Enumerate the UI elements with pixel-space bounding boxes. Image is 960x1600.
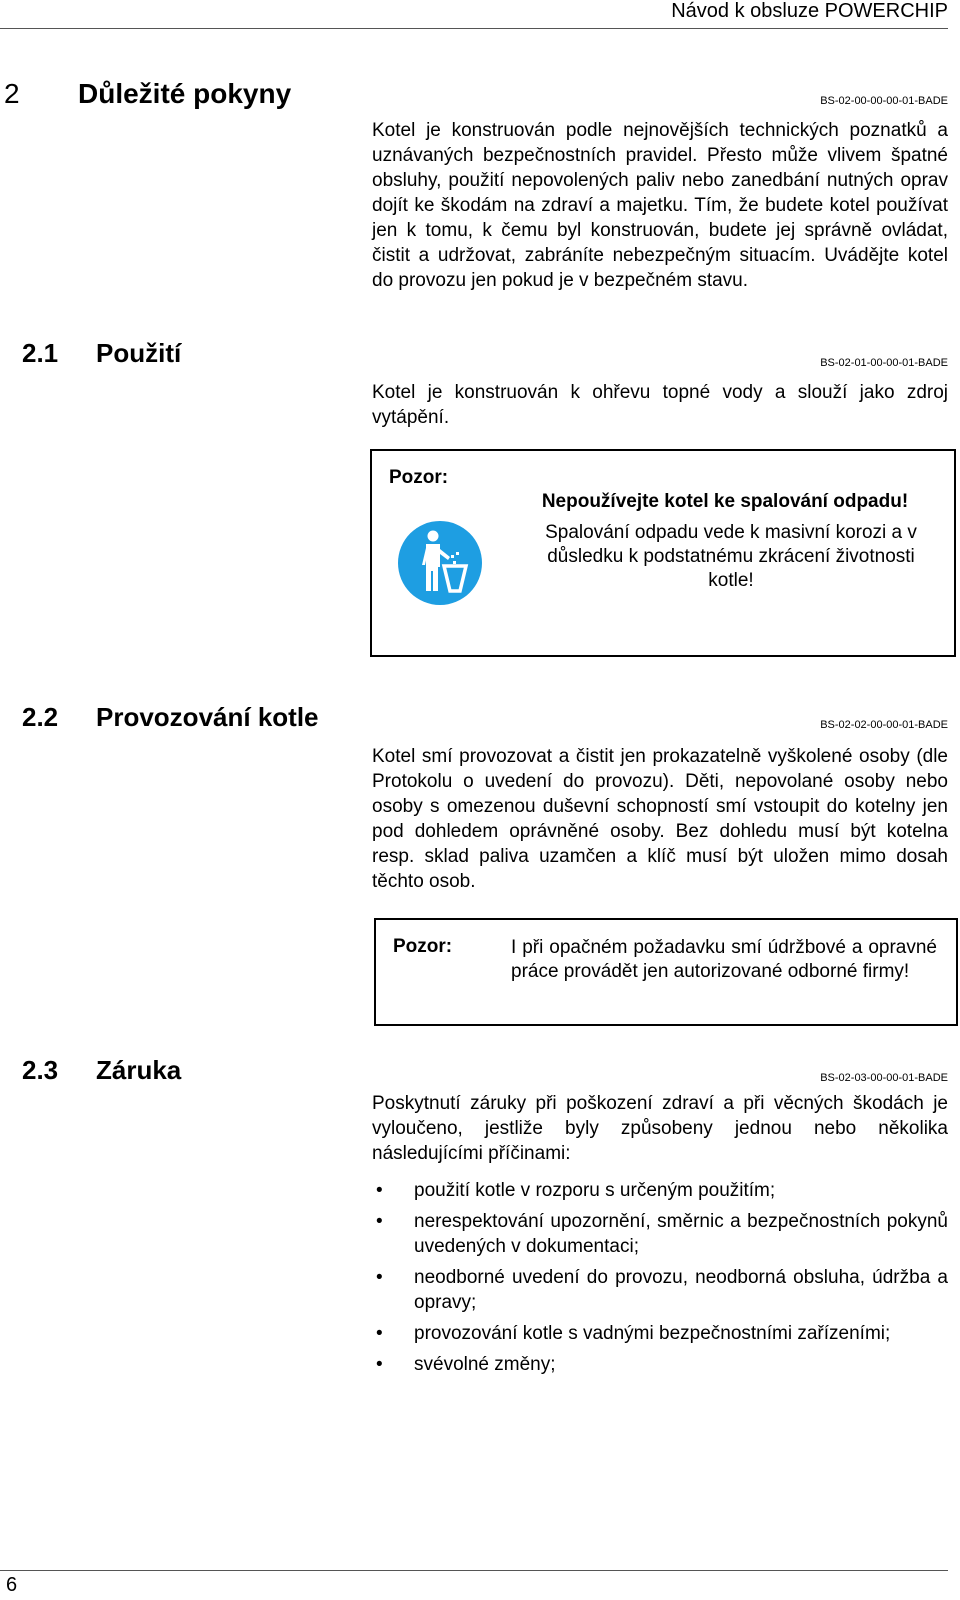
section-title: Důležité pokyny — [78, 78, 292, 109]
list-item: • svévolné změny; — [372, 1352, 948, 1377]
warning-text: Spalování odpadu vede k masivní korozi a v důsledku k podstatnému zkrácení životnosti kotle! — [545, 522, 917, 591]
section-code: BS-02-01-00-00-01-BADE — [820, 357, 948, 369]
warranty-exclusion-list — [372, 1178, 948, 1383]
page-number: 6 — [6, 1574, 18, 1596]
warning-box — [374, 918, 958, 1026]
section-number: 2 — [4, 78, 20, 109]
section-number: 2.3 — [22, 1055, 59, 1085]
warning-title: Nepoužívejte kotel ke spalování odpadu! — [541, 491, 909, 512]
section-paragraph: Poskytnutí záruky při poškození zdraví a při věcných škodách je vyloučeno, jestliže byly způsobeny jednou nebo několika následujícími příčinami: — [372, 1093, 948, 1164]
trash-bin-icon — [398, 521, 482, 605]
section-code: BS-02-00-00-00-01-BADE — [820, 95, 948, 107]
warning-text: I při opačném požadavku smí údržbové a opravné práce provádět jen autorizované odborné firmy! — [511, 937, 937, 982]
list-item: • neodborné uvedení do provozu, neodborná obsluha, údržba a opravy; — [372, 1265, 948, 1315]
document-header: Návod k obsluze POWERCHIP — [671, 0, 948, 22]
section-paragraph: Kotel je konstruován k ohřevu topné vody a slouží jako zdroj vytápění. — [372, 382, 948, 428]
section-number: 2.1 — [22, 338, 59, 368]
section-paragraph: Kotel smí provozovat a čistit jen prokazatelně vyškolené osoby (dle Protokolu o uvedení do provozu). Děti, nepovolané osoby nebo osoby s omezenou duševní schopností smí vstoupit do kotelny jen pod dohledem oprávněné osoby. Bez dohledu musí být kotelna resp. sklad paliva uzamčen a klíč musí být uložen mimo dosah těchto osob. — [372, 746, 948, 892]
list-item: • nerespektování upozornění, směrnic a bezpečnostních pokynů uvedených v dokumentaci; — [372, 1209, 948, 1259]
section-title: Provozování kotle — [96, 702, 319, 732]
section-code: BS-02-03-00-00-01-BADE — [820, 1072, 948, 1084]
warning-box — [370, 449, 956, 657]
section-paragraph: Kotel je konstruován podle nejnovějších technických poznatků a uznávaných bezpečnostních pravidel. Přesto může vlivem špatné obsluhy, použití nepovolených paliv nebo zanedbání nutných oprav dojít ke škodám na zdraví a majetku. Tím, že budete kotel používat jen k tomu, k čemu byl konstruován, budete jej správně ovládat, čistit a udržovat, zabráníte nebezpečným situacím. Uvádějte kotel do provozu jen pokud je v bezpečném stavu. — [372, 120, 948, 291]
header-rule — [0, 28, 948, 29]
list-item: • provozování kotle s vadnými bezpečnostními zařízeními; — [372, 1321, 948, 1346]
section-number: 2.2 — [22, 702, 59, 732]
section-code: BS-02-02-00-00-01-BADE — [820, 719, 948, 731]
footer-rule — [0, 1570, 948, 1571]
warning-label: Pozor: — [389, 467, 449, 488]
section-title: Záruka — [96, 1055, 182, 1085]
warning-label: Pozor: — [393, 936, 453, 957]
section-title: Použití — [96, 338, 182, 368]
list-item: • použití kotle v rozporu s určeným použitím; — [372, 1178, 948, 1203]
